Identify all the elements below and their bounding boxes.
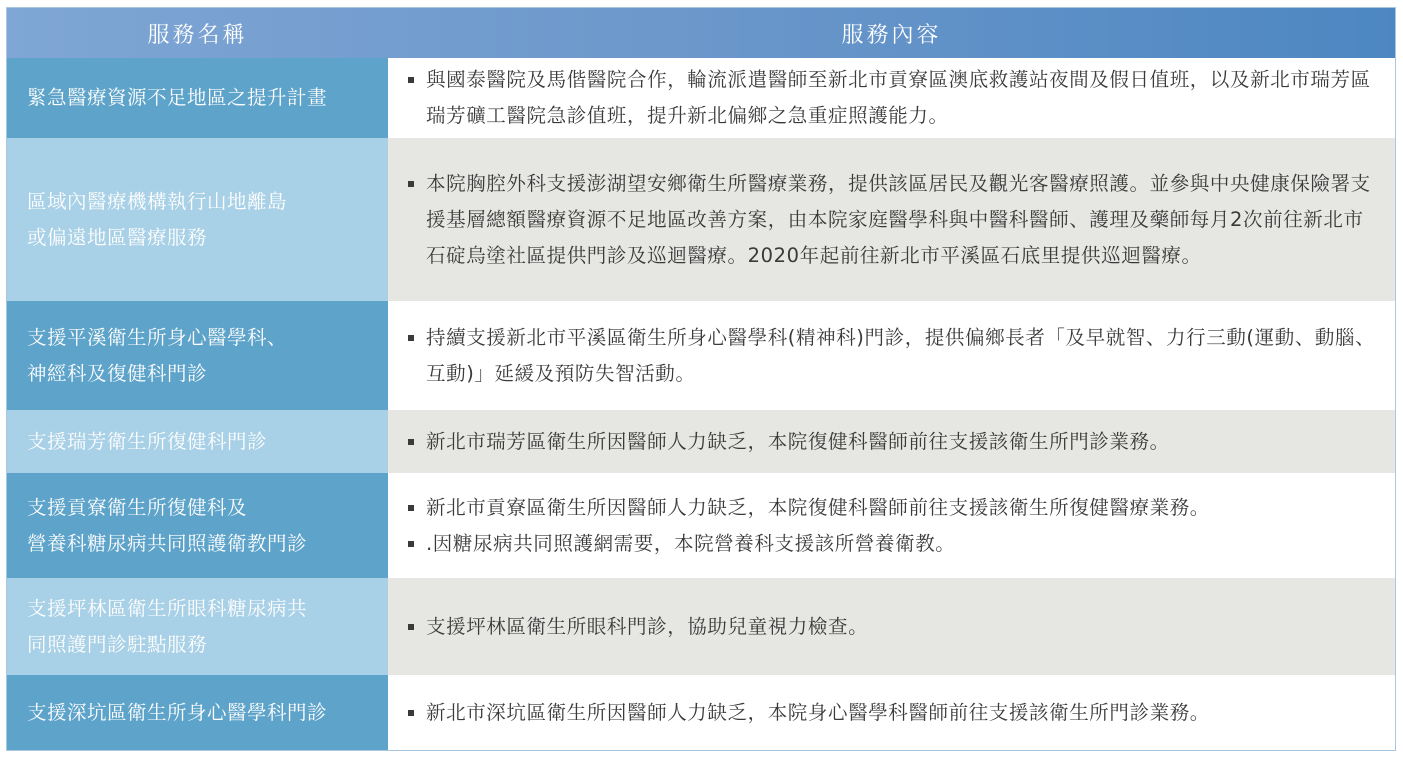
service-content-cell bbox=[388, 301, 1395, 410]
list-item bbox=[408, 166, 1377, 274]
bullet-icon bbox=[408, 335, 414, 341]
table-row bbox=[7, 473, 1395, 578]
table-header bbox=[7, 8, 1395, 58]
service-content-cell bbox=[388, 58, 1395, 138]
table-row bbox=[7, 675, 1395, 750]
service-description: 本院胸腔外科支援澎湖望安鄉衛生所醫療業務，提供該區居民及觀光客醫療照護。並參與中央健康保險署支援基層總額醫療資源不足地區改善方案，由本院家庭醫學科與中醫科醫師、護理及藥師每月2次前往新北市石碇烏塗社區提供門診及巡迴醫療。2020年起前往新北市平溪區石底里提供巡迴醫療。 bbox=[426, 171, 1371, 267]
service-description: 新北市貢寮區衛生所因醫師人力缺乏，本院復健科醫師前往支援該衛生所復健醫療業務。 bbox=[426, 495, 1210, 519]
bullet-icon bbox=[408, 541, 414, 547]
service-name-cell bbox=[7, 138, 388, 301]
service-name: 支援平溪衛生所身心醫學科、 神經科及復健科門診 bbox=[27, 325, 288, 385]
service-name-cell bbox=[7, 578, 388, 675]
bullet-icon bbox=[408, 505, 414, 511]
bullet-icon bbox=[408, 77, 414, 83]
service-name: 緊急醫療資源不足地區之提升計畫 bbox=[27, 86, 328, 109]
service-name-cell bbox=[7, 473, 388, 578]
table-row bbox=[7, 301, 1395, 410]
bullet-icon bbox=[408, 439, 414, 445]
list-item bbox=[408, 695, 1377, 731]
service-name: 支援瑞芳衛生所復健科門診 bbox=[27, 429, 268, 453]
bullet-icon bbox=[408, 181, 414, 187]
service-description: 新北市瑞芳區衛生所因醫師人力缺乏，本院復健科醫師前往支援該衛生所門診業務。 bbox=[426, 429, 1170, 453]
service-content-cell bbox=[388, 138, 1395, 301]
service-name-cell bbox=[7, 58, 388, 138]
bullet-icon bbox=[408, 710, 414, 716]
service-name-cell bbox=[7, 675, 388, 750]
service-description: 新北市深坑區衛生所因醫師人力缺乏，本院身心醫學科醫師前往支援該衛生所門診業務。 bbox=[426, 700, 1210, 724]
service-description: 與國泰醫院及馬偕醫院合作，輪流派遣醫師至新北市貢寮區澳底救護站夜間及假日值班，以及新北市瑞芳區瑞芳礦工醫院急診值班，提升新北偏鄉之急重症照護能力。 bbox=[426, 68, 1371, 127]
list-item bbox=[408, 490, 1377, 526]
service-name-cell bbox=[7, 410, 388, 473]
list-item bbox=[408, 609, 1377, 645]
service-name: 區域內醫療機構執行山地離島 或偏遠地區醫療服務 bbox=[27, 189, 288, 249]
service-name: 支援坪林區衛生所眼科糖尿病共 同照護門診駐點服務 bbox=[27, 596, 308, 656]
service-name: 支援深坑區衛生所身心醫學科門診 bbox=[27, 700, 328, 724]
list-item bbox=[408, 526, 1377, 562]
services-table bbox=[6, 7, 1396, 751]
service-name: 支援貢寮衛生所復健科及 營養科糖尿病共同照護衛教門診 bbox=[27, 495, 308, 555]
service-description: 持續支援新北市平溪區衛生所身心醫學科(精神科)門診，提供偏鄉長者「及早就智、力行三動(運動、動腦、互動)」延緩及預防失智活動。 bbox=[426, 325, 1376, 385]
table-row bbox=[7, 578, 1395, 675]
list-item bbox=[408, 424, 1377, 460]
list-item bbox=[408, 62, 1377, 134]
service-content-cell bbox=[388, 578, 1395, 675]
list-item bbox=[408, 320, 1377, 392]
header-service-name: 服務名稱 bbox=[147, 22, 248, 48]
service-content-cell bbox=[388, 473, 1395, 578]
service-description: 支援坪林區衛生所眼科門診，協助兒童視力檢查。 bbox=[426, 614, 869, 638]
service-name-cell bbox=[7, 301, 388, 410]
service-content-cell bbox=[388, 410, 1395, 473]
service-description: .因糖尿病共同照護網需要，本院營養科支援該所營養衛教。 bbox=[426, 531, 956, 555]
bullet-icon bbox=[408, 624, 414, 630]
service-content-cell bbox=[388, 675, 1395, 750]
table-row bbox=[7, 58, 1395, 138]
table-row bbox=[7, 138, 1395, 301]
header-service-content: 服務內容 bbox=[841, 22, 942, 48]
table-row bbox=[7, 410, 1395, 473]
